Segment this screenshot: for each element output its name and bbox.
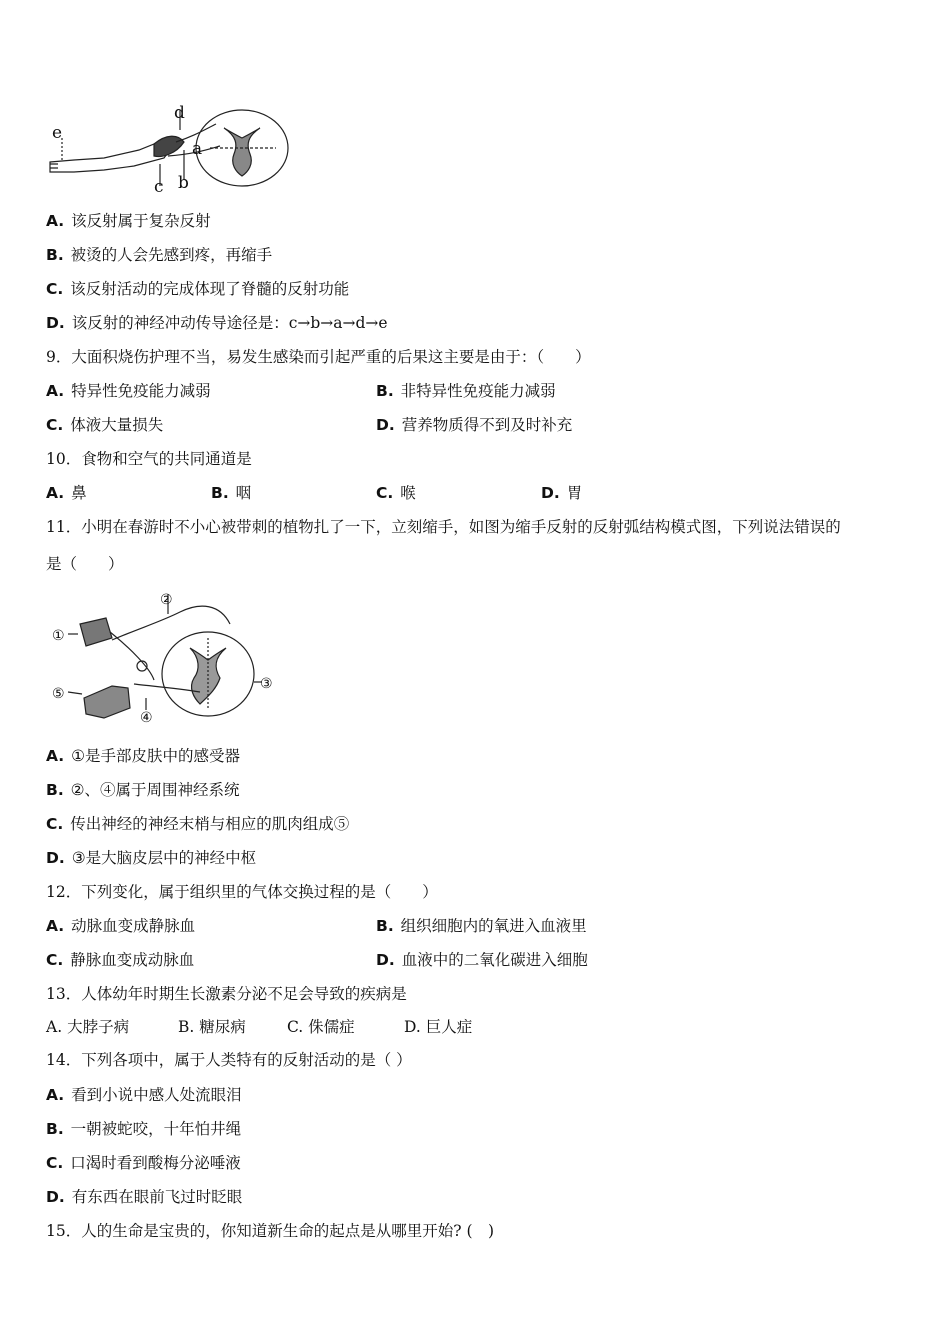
q12-option-a: A. 动脉血变成静脉血 [46, 917, 196, 935]
q10-option-a: A. 鼻 [46, 484, 87, 502]
q11-stem-line2: 是（ ） [46, 555, 124, 573]
figure1-label-d: d [174, 103, 185, 123]
q11-option-c: C. 传出神经的神经末梢与相应的肌肉组成⑤ [46, 815, 350, 833]
q9-option-b: B. 非特异性免疫能力减弱 [376, 382, 556, 400]
q14-option-c: C. 口渴时看到酸梅分泌唾液 [46, 1154, 241, 1172]
q14-stem: 14．下列各项中，属于人类特有的反射活动的是（ ） [46, 1051, 412, 1069]
figure2-label-1: ① [52, 628, 65, 644]
figure2-label-3: ③ [260, 676, 273, 692]
q10-option-c: C. 喉 [376, 484, 416, 502]
q14-option-b: B. 一朝被蛇咬，十年怕井绳 [46, 1120, 242, 1138]
q12-option-b: B. 组织细胞内的氧进入血液里 [376, 917, 587, 935]
figure2-label-2: ② [160, 592, 173, 608]
figure1-label-b: b [178, 173, 189, 193]
figure1-label-a: a [192, 139, 203, 159]
q9-option-c: C. 体液大量损失 [46, 416, 164, 434]
q14-option-a: A. 看到小说中感人处流眼泪 [46, 1086, 242, 1104]
q8-option-d: D. 该反射的神经冲动传导途径是：c→b→a→d→e [46, 314, 388, 332]
figure2-label-5: ⑤ [52, 686, 65, 702]
q8-option-a: A. 该反射属于复杂反射 [46, 212, 211, 230]
q11-stem-line1: 11．小明在春游时不小心被带刺的植物扎了一下，立刻缩手，如图为缩手反射的反射弧结构模式图，下列说法错误的 [46, 518, 841, 536]
q13-option-d: D. 巨人症 [404, 1018, 473, 1036]
reflex-arc-figure-2 [50, 588, 280, 728]
q9-option-a: A. 特异性免疫能力减弱 [46, 382, 211, 400]
q12-option-c: C. 静脉血变成动脉血 [46, 951, 195, 969]
q12-option-d: D. 血液中的二氧化碳进入细胞 [376, 951, 588, 969]
q12-stem: 12．下列变化，属于组织里的气体交换过程的是（ ） [46, 883, 438, 901]
q11-option-b: B. ②、④属于周围神经系统 [46, 781, 240, 799]
q13-option-c: C. 侏儒症 [287, 1018, 355, 1036]
q9-stem: 9．大面积烧伤护理不当，易发生感染而引起严重的后果这主要是由于：（ ） [46, 348, 591, 366]
q10-stem: 10．食物和空气的共同通道是 [46, 450, 252, 468]
q13-stem: 13．人体幼年时期生长激素分泌不足会导致的疾病是 [46, 985, 407, 1003]
figure2-label-4: ④ [140, 710, 153, 726]
figure1-label-c: c [154, 177, 164, 196]
q9-option-d: D. 营养物质得不到及时补充 [376, 416, 573, 434]
q13-option-a: A. 大脖子病 [46, 1018, 130, 1036]
q13-option-b: B. 糖尿病 [178, 1018, 246, 1036]
q10-option-d: D. 胃 [541, 484, 583, 502]
q15-stem: 15．人的生命是宝贵的，你知道新生命的起点是从哪里开始? ( ) [46, 1222, 495, 1240]
q8-option-b: B. 被烫的人会先感到疼，再缩手 [46, 246, 273, 264]
reflex-arc-figure-1 [44, 100, 300, 196]
figure1-label-e: e [52, 123, 63, 143]
q10-option-b: B. 咽 [211, 484, 252, 502]
q14-option-d: D. 有东西在眼前飞过时眨眼 [46, 1188, 243, 1206]
q8-option-c: C. 该反射活动的完成体现了脊髓的反射功能 [46, 280, 350, 298]
q11-option-d: D. ③是大脑皮层中的神经中枢 [46, 849, 257, 867]
q11-option-a: A. ①是手部皮肤中的感受器 [46, 747, 241, 765]
